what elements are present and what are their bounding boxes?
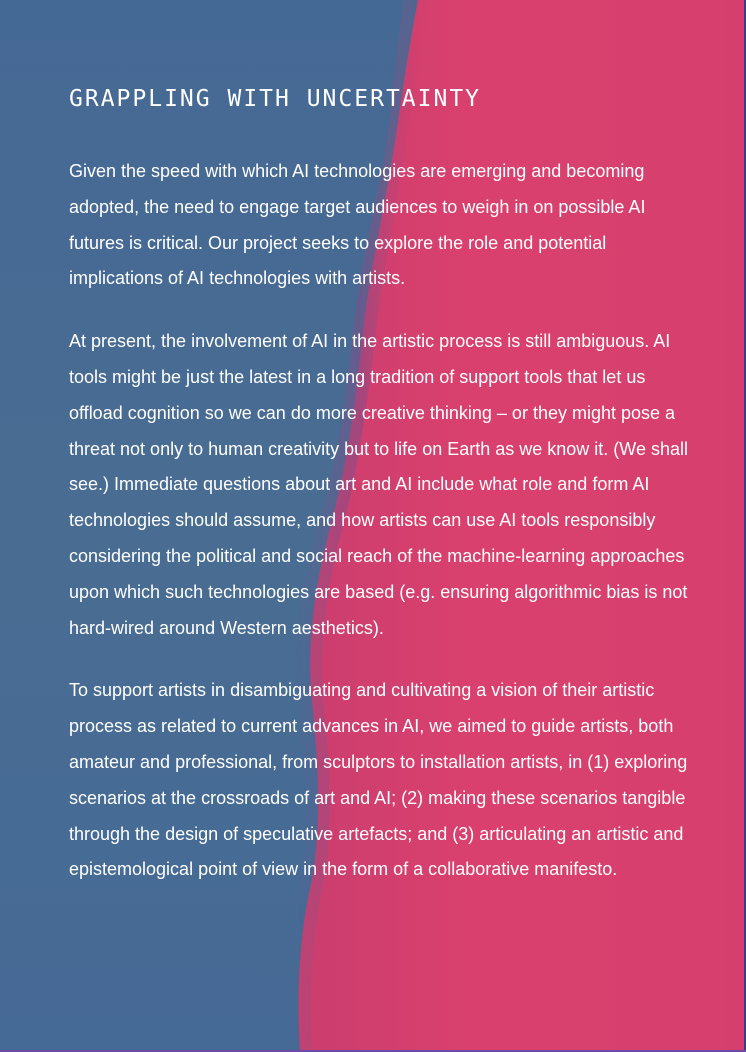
text-column [69,86,694,915]
paragraph-support: To support artists in disambiguating and cultivating a vision of their artistic process as related to current advances in AI, we aimed to guide artists, both amateur and professional, from sculptors to installation artists, in (1) exploring scenarios at the crossroads of art and AI; (2) making these scenarios tangible through the design of speculative artefacts; and (3) articulating an artistic and epistemological point of view in the form of a collaborative manifesto. [69,680,688,880]
section-title: GRAPPLING WITH UNCERTAINTY [69,86,482,112]
paragraph-intro: Given the speed with which AI technologies are emerging and becoming adopted, the need to engage target audiences to weigh in on possible AI futures is critical. Our project seeks to explore the role and potential implications of AI technologies with artists. [69,161,646,289]
paragraph-present: At present, the involvement of AI in the artistic process is still ambiguous. AI tools might be just the latest in a long tradition of support tools that let us offload cognition so we can do more creative thinking – or they might pose a threat not only to human creativity but to life on Earth as we know it. (We shall see.) Immediate questions about art and AI include what role and form AI technologies should assume, and how artists can use AI tools responsibly considering the political and social reach of the machine-learning approaches upon which such technologies are based (e.g. ensuring algorithmic bias is not hard-wired around Western aesthetics). [69,331,688,638]
